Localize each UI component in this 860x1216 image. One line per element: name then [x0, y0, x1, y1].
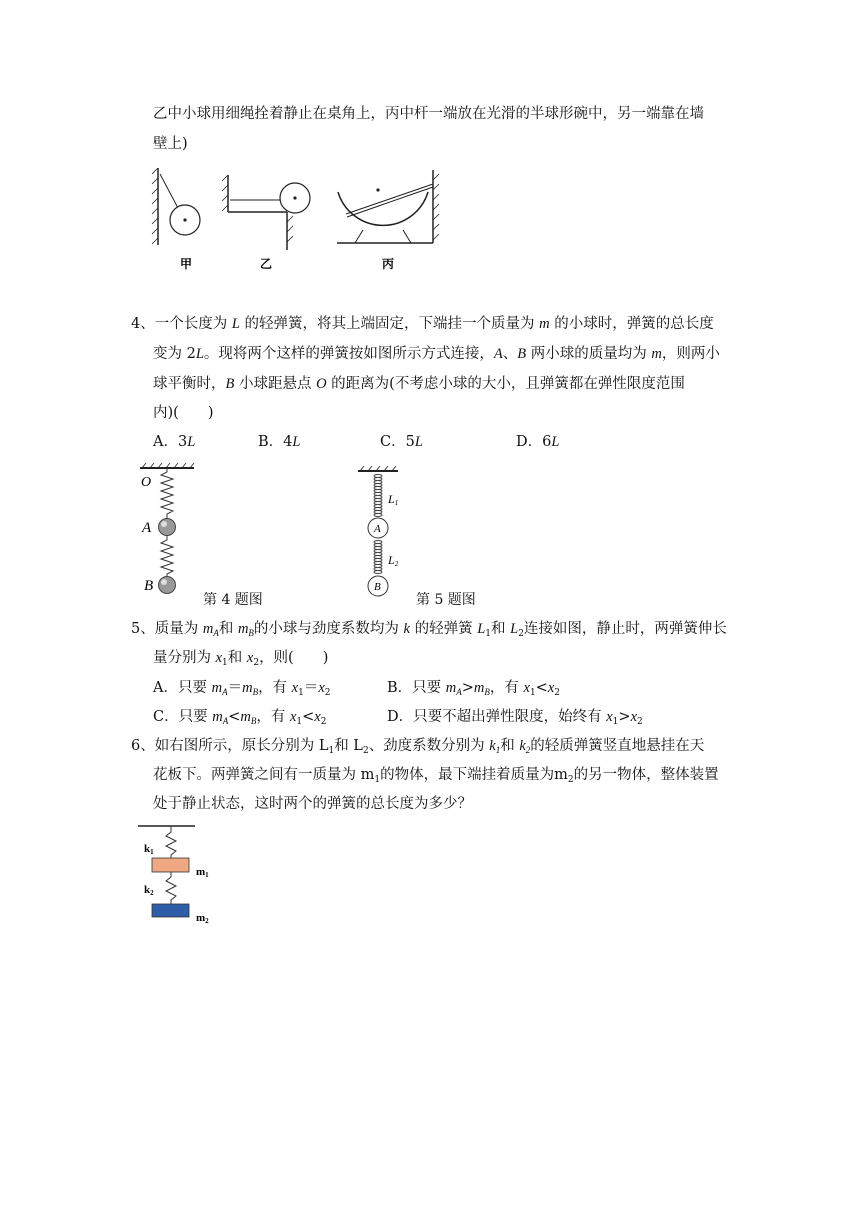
q4-line-4: 内)( )	[153, 405, 214, 421]
fig4-label-o: O	[141, 475, 152, 490]
fig6-label-k2: k2	[144, 884, 154, 897]
block-m2	[152, 904, 189, 917]
q6-line-1: 6、如右图所示，原长分别为 $L_1$和 $L_2$、劲度系数分别为 $k_1$和 $k_2$的轻质弹簧竖直地悬挂在天	[131, 738, 705, 756]
fig3-label-yi: 乙	[260, 257, 273, 271]
fig4-label-b: B	[144, 578, 154, 594]
q4-option-c: C．5L	[380, 434, 423, 450]
fig5-label-b: B	[374, 581, 381, 593]
figure-6	[138, 822, 228, 927]
fig5-label-l2: L2	[388, 553, 399, 568]
q5-line-1: 5、质量为 $m_A$和 $m_B$的小球与劲度系数均为 k 的轻弹簧 $L_1$和 $L_2$连接如图，静止时，两弹簧伸长	[131, 621, 727, 639]
q4-line-3: 球平衡时，B 小球距悬点 O 的距离为(不考虑小球的大小，且弹簧都在弹性限度范围	[153, 376, 685, 392]
ball-a	[159, 519, 176, 536]
fig3-label-jia: 甲	[180, 257, 193, 271]
fig3-label-bing: 丙	[382, 257, 395, 271]
q6-line-2: 花板下。两弹簧之间有一质量为 $m_1$的物体，最下端挂着质量为$m_2$的另一物体，整体装置	[153, 767, 719, 785]
fig4-caption: 第 4 题图	[203, 592, 263, 608]
q4-option-d: D．6L	[516, 434, 560, 450]
fig6-label-m2: m2	[196, 912, 209, 925]
q3-continued-line: 乙中小球用细绳拴着静止在桌角上，丙中杆一端放在光滑的半球形碗中，另一端靠在墙	[153, 106, 704, 122]
q5-option-a: A．只要 $m_A=m_B$，有 $x_1=x_2$	[153, 680, 331, 698]
q5-option-b: B．只要 $m_A>m_B$，有 $x_1<x_2$	[387, 680, 560, 698]
ball-b	[159, 577, 176, 594]
figure-3	[150, 160, 450, 280]
q4-option-b: B．4L	[258, 434, 301, 450]
fig6-label-m1: m1	[196, 866, 209, 879]
fig4-label-a: A	[142, 520, 152, 536]
fig6-label-k1: k1	[144, 843, 154, 856]
q4-option-a: A．3L	[153, 434, 196, 450]
q4-line-2: 变为 2L。现将两个这样的弹簧按如图所示方式连接，A、B 两小球的质量均为 m，则两小	[153, 346, 720, 362]
q5-option-c: C．只要 $m_A<m_B$，有 $x_1<x_2$	[153, 709, 327, 727]
q3-continued-line: 壁上)	[153, 136, 188, 152]
figure-4	[132, 462, 202, 602]
fig5-caption: 第 5 题图	[416, 592, 476, 608]
block-m1	[152, 858, 189, 872]
q5-option-d: D．只要不超出弹性限度，始终有 $x_1>x_2$	[387, 709, 643, 727]
figure-5	[350, 466, 410, 606]
q4-line-1: 4、一个长度为 L 的轻弹簧，将其上端固定，下端挂一个质量为 m 的小球时，弹簧的总长度	[131, 316, 714, 332]
q6-line-3: 处于静止状态，这时两个的弹簧的总长度为多少？	[153, 796, 472, 812]
q5-line-2: 量分别为 $x_1$和 $x_2$，则( )	[153, 650, 329, 668]
fig5-label-a: A	[374, 523, 381, 535]
fig5-label-l1: L1	[388, 492, 399, 507]
